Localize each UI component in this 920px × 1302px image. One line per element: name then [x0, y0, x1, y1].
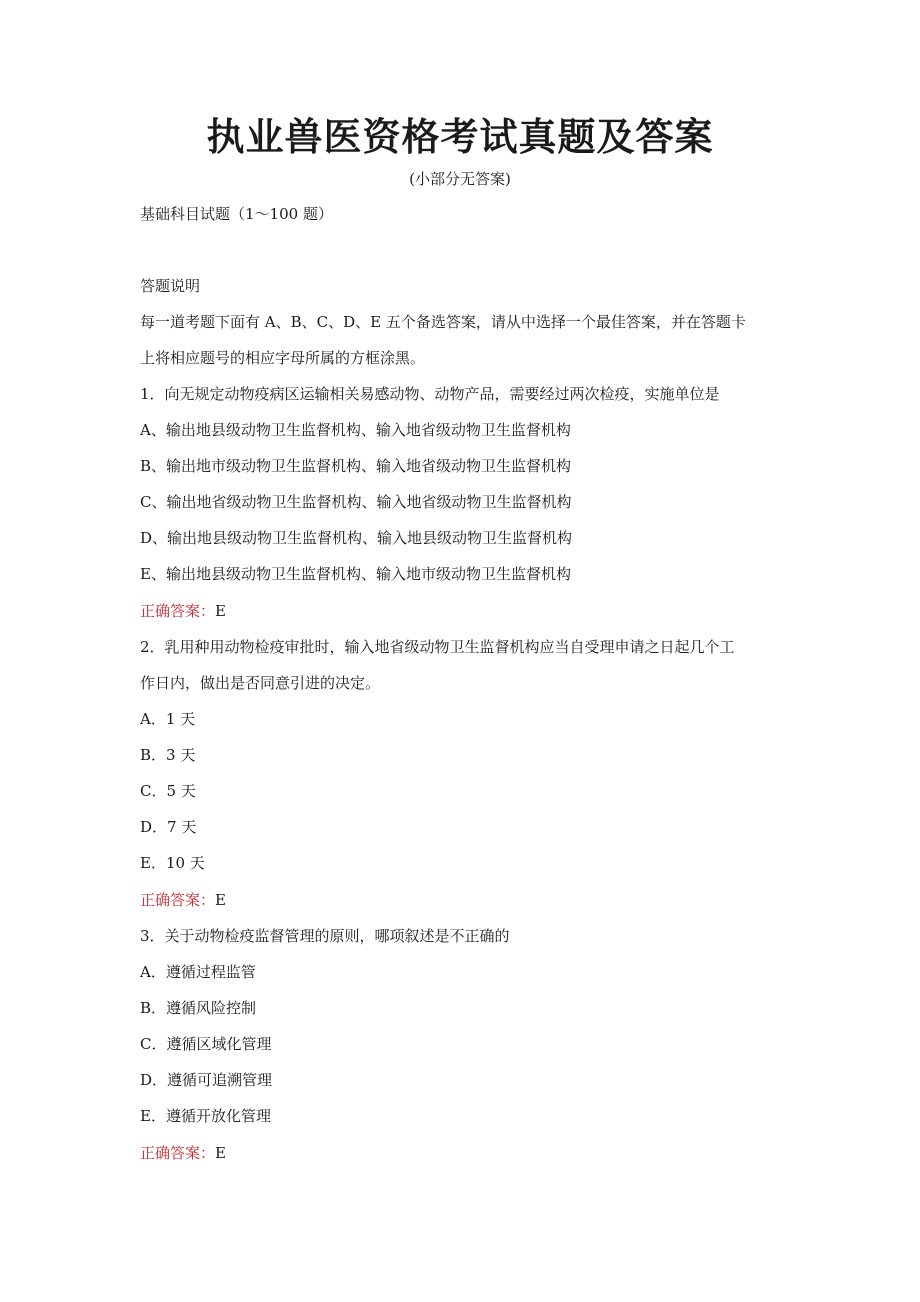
question-stem: 3．关于动物检疫监督管理的原则，哪项叙述是不正确的: [140, 927, 510, 945]
correct-answer-value: E: [215, 602, 226, 620]
correct-answer-value: E: [215, 1144, 226, 1162]
question-option: B、输出地市级动物卫生监督机构、输入地省级动物卫生监督机构: [140, 457, 572, 475]
correct-answer-label: 正确答案：: [140, 891, 216, 909]
instructions-text: 上将相应题号的相应字母所属的方框涂黑。: [140, 349, 426, 367]
correct-answer-label: 正确答案：: [140, 602, 216, 620]
question-stem: 2．乳用种用动物检疫审批时，输入地省级动物卫生监督机构应当自受理申请之日起几个工: [140, 638, 735, 656]
section-heading: 基础科目试题（1～100 题）: [140, 205, 333, 223]
instructions-text: 每一道考题下面有 A、B、C、D、E 五个备选答案，请从中选择一个最佳答案，并在答题卡: [140, 313, 746, 331]
question-option: E、输出地县级动物卫生监督机构、输入地市级动物卫生监督机构: [140, 565, 571, 583]
correct-answer: [140, 889, 226, 911]
question-option: A．1 天: [140, 710, 196, 728]
document-title: 执业兽医资格考试真题及答案: [206, 115, 714, 159]
correct-answer: [140, 1142, 226, 1164]
question-option: D．7 天: [140, 818, 197, 836]
correct-answer-value: E: [215, 891, 226, 909]
question-option: A、输出地县级动物卫生监督机构、输入地省级动物卫生监督机构: [140, 421, 571, 439]
question-option: A．遵循过程监管: [140, 963, 256, 981]
correct-answer-label: 正确答案：: [140, 1144, 216, 1162]
correct-answer: [140, 600, 226, 622]
question-option: D．遵循可追溯管理: [140, 1071, 273, 1089]
question-option: B．遵循风险控制: [140, 999, 257, 1017]
instructions-heading: 答题说明: [140, 277, 201, 295]
question-option: E．10 天: [140, 854, 205, 872]
question-option: D、输出地县级动物卫生监督机构、输入地县级动物卫生监督机构: [140, 529, 573, 547]
question-option: E．遵循开放化管理: [140, 1107, 271, 1125]
document-subtitle: (小部分无答案): [409, 170, 511, 188]
question-option: B．3 天: [140, 746, 196, 764]
question-option: C．5 天: [140, 782, 196, 800]
question-option: C．遵循区域化管理: [140, 1035, 272, 1053]
question-option: C、输出地省级动物卫生监督机构、输入地省级动物卫生监督机构: [140, 493, 572, 511]
question-stem: 作日内，做出是否同意引进的决定。: [140, 674, 381, 692]
question-stem: 1．向无规定动物疫病区运输相关易感动物、动物产品，需要经过两次检疫，实施单位是: [140, 385, 720, 403]
